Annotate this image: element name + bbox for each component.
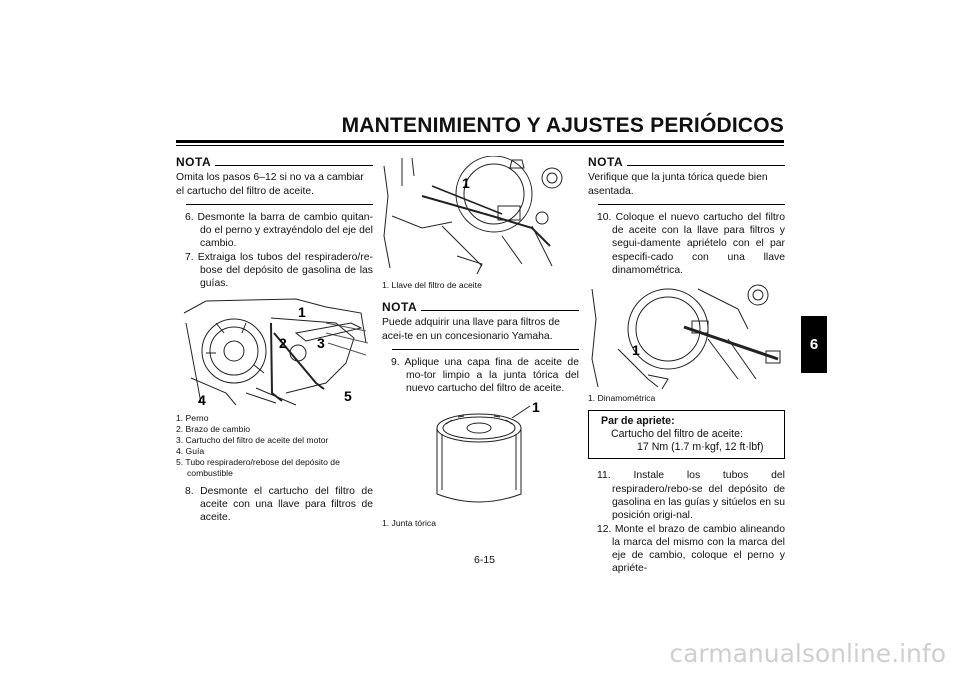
illustration-filter-wrench: [382, 156, 579, 278]
figure-label-1: 1: [462, 175, 470, 191]
page-number: 6-15: [474, 554, 496, 566]
figure-label-1: 1: [532, 398, 540, 415]
caption-item: 3. Cartucho del filtro de aceite del motor: [176, 434, 329, 445]
nota-heading: [382, 301, 579, 314]
figure-label-5: 5: [344, 387, 352, 404]
nota-separator: [598, 204, 785, 205]
caption-item: 1. Junta tórica: [382, 517, 436, 528]
torque-title: Par de apriete:: [601, 415, 675, 428]
nota-separator: [186, 204, 373, 205]
step-7: 7. Extraiga los tubos del respiradero/re-bose del depósito de gasolina de las guías.: [185, 251, 373, 290]
step-11: 11. Instale los tubos del respiradero/rebo-se del depósito de gasolina en las guías y sitúelos en su posición origi-nal.: [597, 470, 785, 522]
illustration-shift-arm: [176, 293, 373, 411]
illustration-oil-filter: [382, 398, 579, 516]
engine-left-side-drawing: [176, 293, 373, 411]
torque-item: Cartucho del filtro de aceite:: [611, 428, 743, 441]
caption-item: 1. Llave del filtro de aceite: [382, 280, 482, 290]
torque-spec-box: [588, 410, 785, 459]
figure-caption-list: [588, 393, 785, 404]
figure-label-1: 1: [632, 342, 640, 359]
column-left: [176, 156, 373, 525]
figure-label-1: 1: [298, 303, 306, 320]
figure-label-3: 3: [317, 334, 325, 351]
figure-caption-list: [382, 518, 579, 529]
step-list-2: [176, 485, 373, 525]
nota-rule: [215, 165, 373, 166]
nota-text: Verifique que la junta tórica quede bien asentada.: [588, 172, 768, 197]
nota-rule: [627, 165, 785, 166]
caption-item: 2. Brazo de cambio: [176, 423, 251, 434]
header-rule-thin: [176, 145, 784, 146]
column-middle: [382, 156, 579, 529]
caption-item: 1. Perno: [176, 412, 209, 423]
nota-text: Puede adquirir una llave para filtros de acei-te en un concesionario Yamaha.: [382, 317, 560, 342]
nota-label: NOTA: [588, 155, 624, 169]
oil-filter-cartridge-drawing: [382, 398, 579, 516]
nota-separator: [392, 349, 579, 350]
watermark: carmanualsonline.info: [669, 639, 946, 668]
chapter-tab: 6: [801, 316, 827, 373]
step-6: 6. Desmonte la barra de cambio quitan-do el perno y extrayéndolo del eje del cambio.: [185, 211, 373, 250]
caption-item: 5. Tubo respiradero/rebose del depósito de combustible: [176, 456, 340, 478]
step-list-2: [588, 469, 785, 575]
step-list: [176, 211, 373, 291]
page-header-title: MANTENIMIENTO Y AJUSTES PERIÓDICOS: [341, 114, 784, 137]
caption-item: 4. Guía: [176, 445, 205, 456]
step-10: 10. Coloque el nuevo cartucho del filtro de aceite con la llave para filtros y segui-damente apriételo con el par especifi-cado con una llave dinamométrica.: [597, 211, 785, 277]
illustration-torque-wrench: [588, 279, 785, 391]
torque-wrench-drawing: [588, 279, 785, 391]
column-right: [588, 156, 785, 576]
nota-label: NOTA: [382, 300, 418, 314]
header-rule: [176, 140, 784, 143]
step-9: 9. Aplique una capa fina de aceite de mo-tor limpio a la junta tórica del nuevo cartucho del filtro de aceite.: [391, 356, 579, 395]
filter-wrench-drawing: [382, 156, 579, 278]
figure-label-4: 4: [198, 391, 206, 408]
figure-caption-list: [382, 280, 579, 291]
torque-value: 17 Nm (1.7 m·kgf, 12 ft·lbf): [637, 441, 764, 454]
step-list: [382, 356, 579, 396]
figure-label-2: 2: [279, 334, 287, 351]
step-list: [588, 211, 785, 277]
nota-rule: [421, 310, 579, 311]
nota-heading: [176, 156, 373, 169]
step-12: 12. Monte el brazo de cambio alineando la marca del mismo con la marca del eje de cambio, coloque el perno y apriéte-: [597, 523, 785, 575]
nota-text: Omita los pasos 6–12 si no va a cambiar el cartucho del filtro de aceite.: [176, 172, 364, 197]
nota-heading: [588, 156, 785, 169]
nota-label: NOTA: [176, 155, 212, 169]
caption-item: 1. Dinamométrica: [588, 393, 656, 404]
figure-caption-list: [176, 413, 373, 479]
step-8: 8. Desmonte el cartucho del filtro de aceite con una llave para filtros de aceite.: [185, 485, 373, 524]
